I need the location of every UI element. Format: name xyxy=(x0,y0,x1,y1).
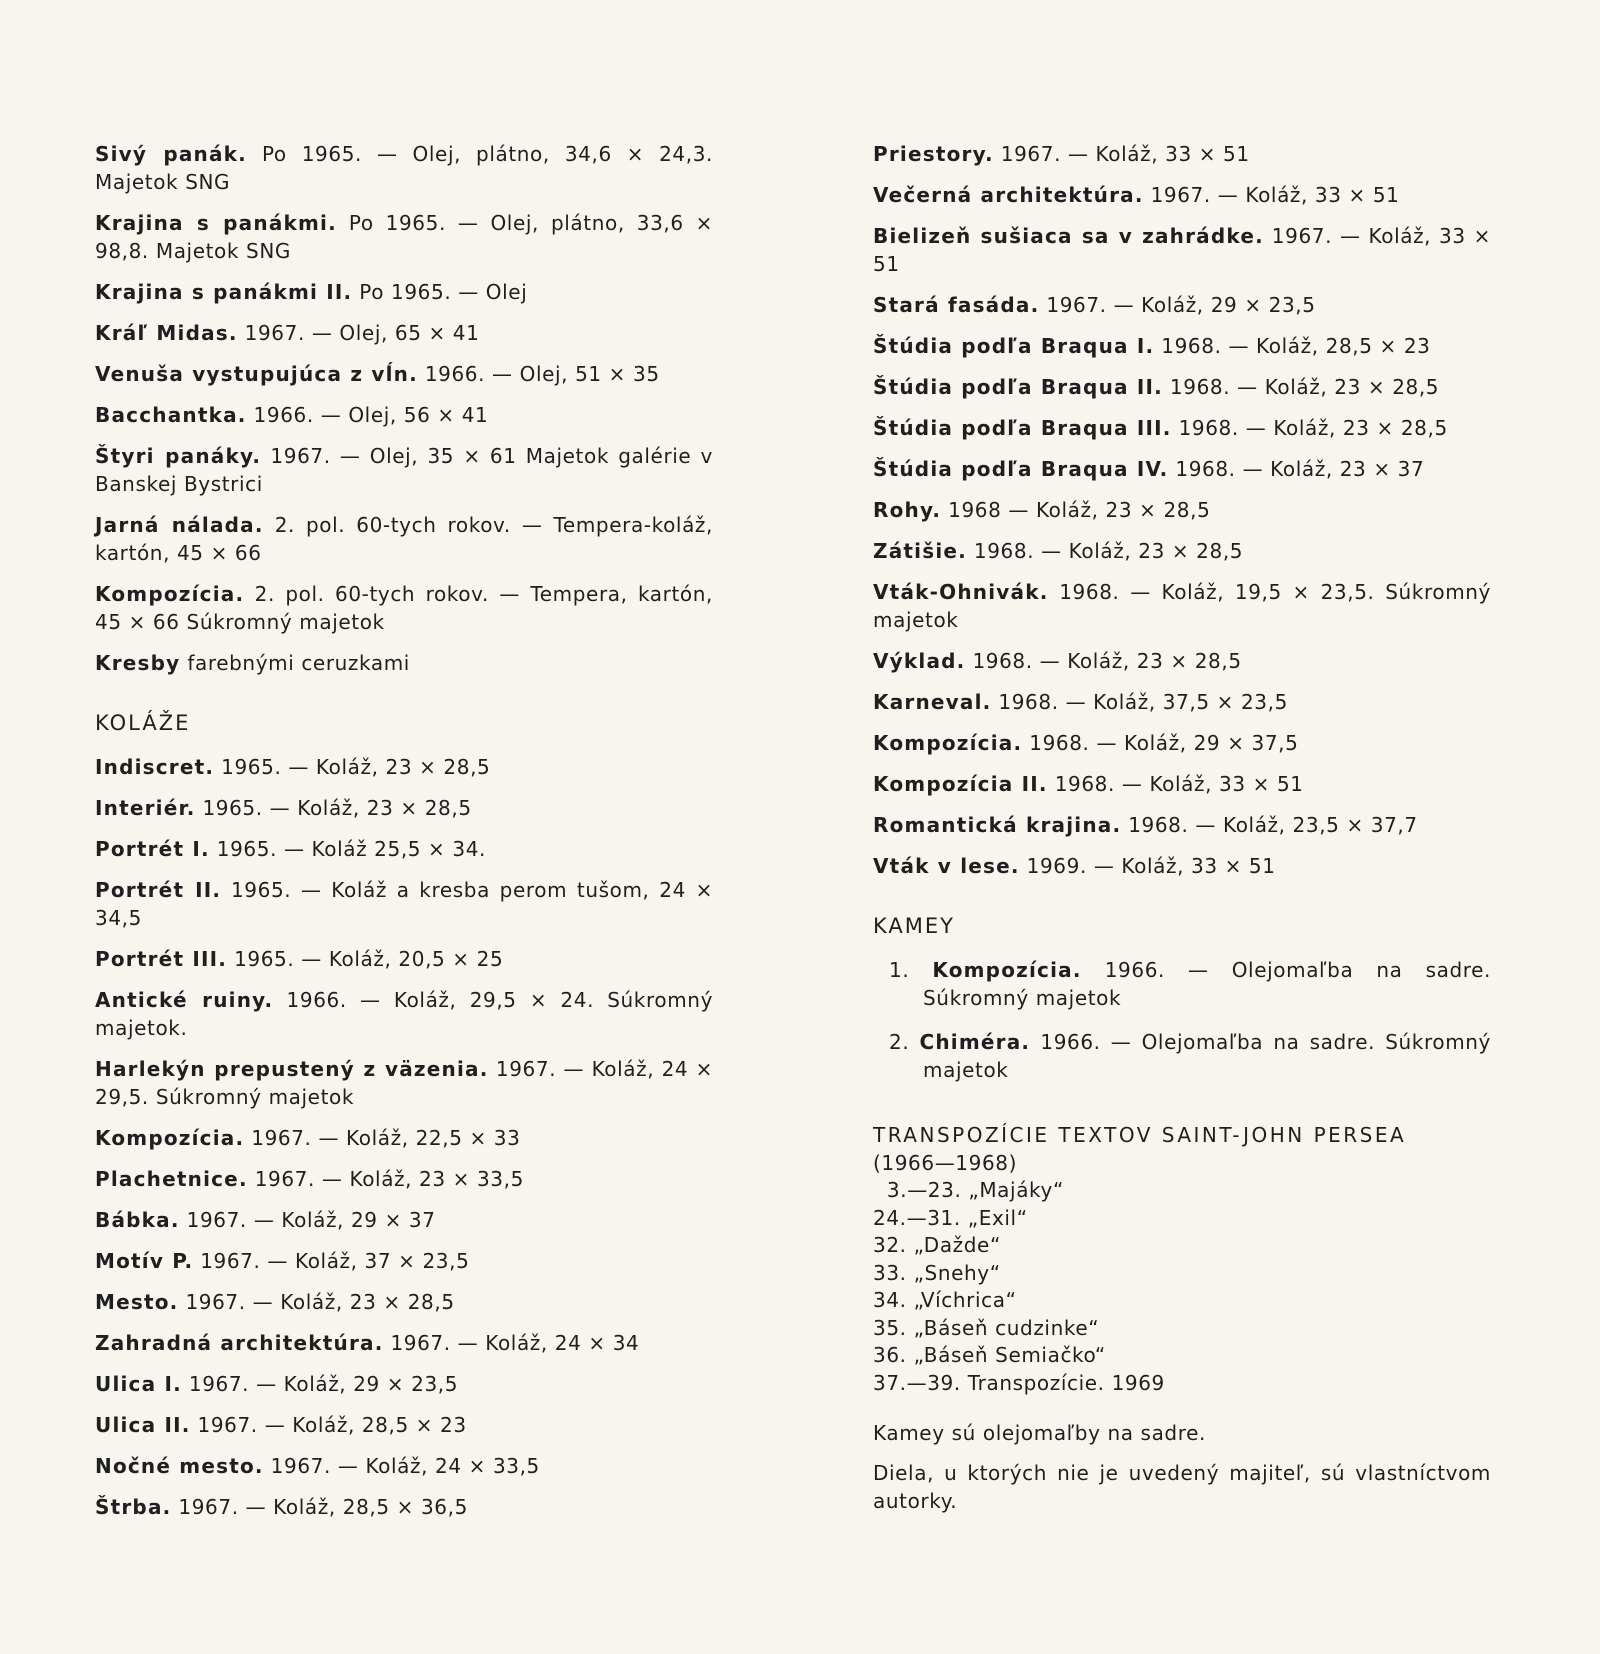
collage-entry xyxy=(95,1329,713,1357)
entry-title: Kresby xyxy=(95,651,181,675)
entry-title: Štúdia podľa Braqua II. xyxy=(873,375,1163,399)
entry-title: Štúdia podľa Braqua I. xyxy=(873,334,1155,358)
entry-title: Štyri panáky. xyxy=(95,444,262,468)
left-column xyxy=(95,140,713,1534)
collage-entry xyxy=(873,647,1491,675)
entry-details: 1967. — Koláž, 33 × 51 xyxy=(993,142,1250,166)
entry-title: Sivý panák. xyxy=(95,142,247,166)
entry-title: Ulica II. xyxy=(95,1413,191,1437)
collage-entry xyxy=(873,852,1491,880)
entry-details: 1968. — Koláž, 23 × 37 xyxy=(1168,457,1425,481)
entry-details: 1967. — Koláž, 23 × 33,5 xyxy=(247,1167,524,1191)
entry-title: Zahradná architektúra. xyxy=(95,1331,384,1355)
entry-details: 1969. — Koláž, 33 × 51 xyxy=(1019,854,1276,878)
entry-title: Vták v lese. xyxy=(873,854,1020,878)
collage-entry xyxy=(95,1493,713,1521)
entry-details: 1965. — Koláž, 23 × 28,5 xyxy=(195,796,472,820)
entry-details: 1968. — Koláž, 23 × 28,5 xyxy=(1162,375,1440,399)
painting-entry xyxy=(95,442,713,498)
entry-title: Kompozícia. xyxy=(932,958,1082,982)
entry-title: Večerná architektúra. xyxy=(873,183,1144,207)
collages-list-continued xyxy=(873,140,1491,880)
entry-details: 1968. — Koláž, 23,5 × 37,7 xyxy=(1121,813,1418,837)
entry-details: 1968. — Koláž, 28,5 × 23 xyxy=(1154,334,1431,358)
entry-details: Po 1965. — Olej, plátno, 34,6 × 24,3. Majetok SNG xyxy=(95,142,713,194)
entry-details: 1966. — Koláž, 29,5 × 24. Súkromný majetok. xyxy=(95,988,714,1040)
collages-heading: KOLÁŽE xyxy=(95,711,191,735)
entry-title: Kompozícia. xyxy=(95,1126,245,1150)
entry-title: Vták-Ohnivák. xyxy=(873,580,1049,604)
entry-details: 1966. — Olej, 51 × 35 xyxy=(417,362,660,386)
collage-entry xyxy=(873,578,1491,634)
transpozicia-item: 35. „Báseň cudzinke“ xyxy=(873,1315,1100,1340)
entry-details: 1968. — Koláž, 29 × 37,5 xyxy=(1022,731,1299,755)
entry-details: 1967. — Koláž, 33 × 51 xyxy=(1143,183,1400,207)
collage-entry xyxy=(95,945,713,973)
entry-title: Výklad. xyxy=(873,649,966,673)
entry-details: 1966. — Olejomaľba na sadre. Súkromný majetok xyxy=(923,1030,1491,1082)
collages-list xyxy=(95,753,713,1521)
entry-title: Priestory. xyxy=(873,142,994,166)
collage-entry xyxy=(873,811,1491,839)
entry-title: Krajina s panákmi II. xyxy=(95,280,353,304)
entry-details: Po 1965. — Olej, plátno, 33,6 × 98,8. Majetok SNG xyxy=(95,211,714,263)
entry-details: 1968. — Koláž, 23 × 28,5 xyxy=(966,539,1244,563)
entry-details: 1965. — Koláž 25,5 × 34. xyxy=(209,837,486,861)
entry-details: 1967. — Koláž, 22,5 × 33 xyxy=(244,1126,521,1150)
collage-entry xyxy=(873,291,1491,319)
entry-details: 1967. — Koláž, 23 × 28,5 xyxy=(178,1290,455,1314)
entry-details: Po 1965. — Olej xyxy=(352,280,528,304)
entry-details: 1966. — Olej, 56 × 41 xyxy=(246,403,489,427)
entry-details: 1967. — Olej, 35 × 61 Majetok galérie v Banskej Bystrici xyxy=(95,444,713,496)
entry-details: 1967. — Koláž, 37 × 23,5 xyxy=(193,1249,470,1273)
entry-title: Kompozícia II. xyxy=(873,772,1048,796)
entry-details: 1968. — Koláž, 23 × 28,5 xyxy=(1171,416,1448,440)
collage-entry xyxy=(873,496,1491,524)
collage-entry xyxy=(95,1288,713,1316)
entry-title: Chiméra. xyxy=(919,1030,1031,1054)
collage-entry xyxy=(873,140,1491,168)
entry-title: Stará fasáda. xyxy=(873,293,1040,317)
collage-entry xyxy=(95,835,713,863)
entry-details: 1967. — Koláž, 28,5 × 23 xyxy=(190,1413,467,1437)
collage-entry xyxy=(95,1411,713,1439)
collage-entry xyxy=(95,1247,713,1275)
paintings-list xyxy=(95,140,713,677)
entry-title: Kompozícia. xyxy=(95,582,245,606)
entry-details: 1968. — Koláž, 23 × 28,5 xyxy=(965,649,1242,673)
entry-details: 1968. — Koláž, 33 × 51 xyxy=(1047,772,1304,796)
collage-entry xyxy=(873,332,1491,360)
entry-title: Motív P. xyxy=(95,1249,194,1273)
collage-entry xyxy=(873,181,1491,209)
entry-details: 1967. — Koláž, 29 × 37 xyxy=(179,1208,436,1232)
painting-entry xyxy=(95,140,713,196)
note-text: Diela, u ktorých nie je uvedený majiteľ, sú vlastníctvom autorky. xyxy=(873,1461,1491,1513)
entry-title: Indiscret. xyxy=(95,755,215,779)
entry-details: 1965. — Koláž, 23 × 28,5 xyxy=(214,755,491,779)
kamey-entry xyxy=(873,1028,1491,1084)
entry-details: 1966. — Olejomaľba na sadre. Súkromný majetok xyxy=(923,958,1491,1010)
entry-details: 1967. — Koláž, 29 × 23,5 xyxy=(181,1372,459,1396)
note-text: Kamey sú olejomaľby na sadre. xyxy=(873,1421,1206,1445)
painting-entry xyxy=(95,319,713,347)
painting-entry xyxy=(95,649,713,677)
entry-title: Zátišie. xyxy=(873,539,967,563)
entry-details: 1965. — Koláž a kresba perom tušom, 24 × 34,5 xyxy=(95,878,713,930)
collage-entry xyxy=(95,876,713,932)
collage-entry xyxy=(873,222,1491,278)
entry-title: Portrét I. xyxy=(95,837,210,861)
entry-details: 1967. — Koláž, 28,5 × 36,5 xyxy=(171,1495,468,1519)
transpozicia-item: 24.—31. „Exil“ xyxy=(873,1205,1028,1230)
entry-details: 1967. — Koláž, 29 × 23,5 xyxy=(1039,293,1316,317)
collage-entry xyxy=(873,688,1491,716)
entry-details: 2. pol. 60-tych rokov. — Tempera, kartón, 45 × 66 Súkromný majetok xyxy=(95,582,713,634)
collage-entry xyxy=(873,455,1491,483)
kamey-heading: KAMEY xyxy=(873,914,955,938)
entry-title: Bábka. xyxy=(95,1208,180,1232)
transpozicie-heading: TRANSPOZÍCIE TEXTOV SAINT-JOHN PERSEA xyxy=(873,1123,1407,1147)
collage-entry xyxy=(95,1165,713,1193)
transpozicia-item: 3.—23. „Majáky“ xyxy=(873,1178,1064,1202)
entry-title: Romantická krajina. xyxy=(873,813,1122,837)
entry-title: Portrét III. xyxy=(95,947,228,971)
entry-title: Bielizeň sušiaca sa v zahrádke. xyxy=(873,224,1264,248)
transpozicia-item: 33. „Snehy“ xyxy=(873,1260,1001,1285)
collage-entry xyxy=(873,414,1491,442)
entry-title: Nočné mesto. xyxy=(95,1454,264,1478)
entry-title: Kráľ Midas. xyxy=(95,321,238,345)
painting-entry xyxy=(95,511,713,567)
entry-title: Antické ruiny. xyxy=(95,988,274,1012)
collage-entry xyxy=(95,986,713,1042)
transpozicia-item: 32. „Dažde“ xyxy=(873,1233,1001,1257)
collage-entry xyxy=(95,1055,713,1111)
transpozicie-section xyxy=(873,1122,1491,1397)
entry-title: Štúdia podľa Braqua IV. xyxy=(873,457,1169,481)
entry-title: Kompozícia. xyxy=(873,731,1023,755)
collage-entry xyxy=(95,753,713,781)
entry-title: Štúdia podľa Braqua III. xyxy=(873,416,1172,440)
entry-details: 1968. — Koláž, 19,5 × 23,5. Súkromný majetok xyxy=(873,580,1491,632)
entry-title: Harlekýn prepustený z väzenia. xyxy=(95,1057,489,1081)
entry-number: 2. xyxy=(889,1030,920,1054)
entry-details: 1967. — Koláž, 33 × 51 xyxy=(873,224,1491,276)
kamey-list xyxy=(873,956,1491,1084)
transpozicia-item: 37.—39. Transpozície. 1969 xyxy=(873,1370,1165,1395)
collage-entry xyxy=(95,1452,713,1480)
painting-entry xyxy=(95,360,713,388)
collage-entry xyxy=(873,373,1491,401)
painting-entry xyxy=(95,209,713,265)
entry-title: Karneval. xyxy=(873,690,992,714)
painting-entry xyxy=(95,401,713,429)
entry-title: Portrét II. xyxy=(95,878,222,902)
entry-details: 1965. — Koláž, 20,5 × 25 xyxy=(227,947,504,971)
collage-entry xyxy=(95,794,713,822)
right-column xyxy=(873,140,1491,1527)
collage-entry xyxy=(95,1124,713,1152)
entry-details: 1967. — Olej, 65 × 41 xyxy=(237,321,480,345)
transpozicie-years: (1966—1968) xyxy=(873,1150,1018,1175)
entry-details: 1967. — Koláž, 24 × 34 xyxy=(383,1331,640,1355)
collage-entry xyxy=(873,770,1491,798)
entry-title: Plachetnice. xyxy=(95,1167,248,1191)
collage-entry xyxy=(95,1370,713,1398)
entry-details: 2. pol. 60-tych rokov. — Tempera-koláž, kartón, 45 × 66 xyxy=(95,513,713,565)
entry-details: farebnými ceruzkami xyxy=(180,651,410,675)
entry-details: 1968 — Koláž, 23 × 28,5 xyxy=(941,498,1211,522)
painting-entry xyxy=(95,580,713,636)
kamey-entry xyxy=(873,956,1491,1012)
transpozicia-item: 34. „Víchrica“ xyxy=(873,1288,1017,1312)
entry-details: 1968. — Koláž, 37,5 × 23,5 xyxy=(991,690,1288,714)
collage-entry xyxy=(95,1206,713,1234)
entry-title: Interiér. xyxy=(95,796,196,820)
entry-title: Krajina s panákmi. xyxy=(95,211,337,235)
collage-entry xyxy=(873,537,1491,565)
transpozicia-item: 36. „Báseň Semiačko“ xyxy=(873,1343,1106,1367)
entry-title: Rohy. xyxy=(873,498,942,522)
entry-title: Jarná nálada. xyxy=(95,513,264,537)
entry-number: 1. xyxy=(889,958,933,982)
entry-title: Štrba. xyxy=(95,1495,172,1519)
entry-title: Mesto. xyxy=(95,1290,179,1314)
entry-details: 1967. — Koláž, 24 × 29,5. Súkromný majetok xyxy=(95,1057,713,1109)
painting-entry xyxy=(95,278,713,306)
entry-title: Venuša vystupujúca z vĺn. xyxy=(95,362,418,386)
notes xyxy=(873,1419,1491,1515)
entry-title: Bacchantka. xyxy=(95,403,247,427)
entry-title: Ulica I. xyxy=(95,1372,182,1396)
collage-entry xyxy=(873,729,1491,757)
entry-details: 1967. — Koláž, 24 × 33,5 xyxy=(263,1454,540,1478)
